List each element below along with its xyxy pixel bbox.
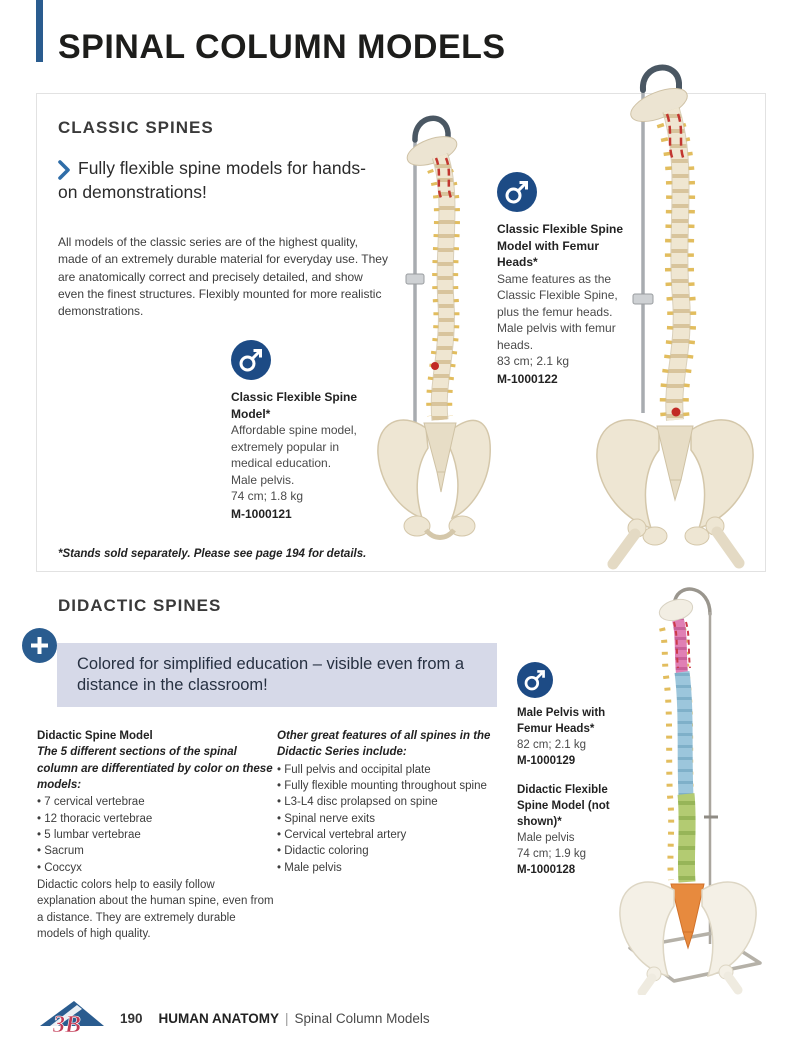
product-sku: M-1000129	[517, 754, 576, 767]
classic-intro-paragraph: All models of the classic series are of the highest quality, made of an extremely durable material for everyday use. They are anatomically correct and precisely detailed, and show even the finest structures. Flexibly mounted for more realistic demonstrations.	[58, 235, 388, 319]
didactic-banner	[57, 643, 497, 707]
didactic-column-description	[37, 728, 275, 942]
page-number: 190	[120, 1010, 143, 1026]
male-gender-icon	[497, 172, 537, 212]
product-classic-flexible-spine	[231, 340, 381, 522]
product-size: 83 cm; 2.1 kg	[497, 354, 570, 369]
didactic-column-features	[277, 728, 511, 877]
didactic-sections-intro: The 5 different sections of the spinal column are differentiated by color on these models:	[37, 746, 273, 791]
title-accent-bar	[36, 0, 43, 62]
product-name: Classic Flexible Spine Model with Femur Heads*	[497, 222, 624, 270]
product-sku: M-1000121	[231, 506, 292, 521]
male-gender-icon	[231, 340, 271, 380]
classic-tagline	[58, 157, 370, 204]
plus-icon	[22, 628, 57, 663]
product-details: Male pelvis with femur heads.	[497, 321, 616, 352]
product-name: Didactic Flexible Spine Model (not shown)*	[517, 784, 610, 829]
male-gender-icon	[517, 662, 553, 698]
product-name: Classic Flexible Spine Model*	[231, 390, 358, 421]
classic-tagline-text: Fully flexible spine models for hands-on demonstrations!	[58, 158, 366, 202]
chevron-right-icon	[58, 160, 71, 180]
product-sku: M-1000128	[517, 863, 576, 876]
product-description: Affordable spine model, extremely popular in medical education.	[231, 423, 357, 471]
list-item: • Coccyx	[37, 860, 275, 876]
product-size: 74 cm; 1.9 kg	[517, 847, 587, 860]
didactic-spine-photo	[592, 580, 794, 995]
product-size: 74 cm; 1.8 kg	[231, 489, 304, 504]
footer-subsection: Spinal Column Models	[294, 1010, 430, 1026]
features-list	[277, 762, 511, 876]
product-name: Male Pelvis with Femur Heads*	[517, 707, 606, 735]
list-item: • Sacrum	[37, 843, 275, 859]
product-details: Male pelvis.	[231, 472, 295, 487]
didactic-products-column	[517, 662, 621, 879]
stands-footnote: *Stands sold separately. Please see page 194 for details.	[58, 548, 367, 560]
didactic-spines-heading: DIDACTIC SPINES	[58, 596, 222, 615]
list-item: • Male pelvis	[277, 860, 511, 876]
list-item: • L3-L4 disc prolapsed on spine	[277, 794, 511, 810]
classic-spines-heading: CLASSIC SPINES	[58, 118, 214, 137]
footer-section: HUMAN ANATOMY	[158, 1010, 280, 1026]
didactic-outro: Didactic colors help to easily follow explanation about the human spine, even from a distance. They are extremely durable models of high quality.	[37, 878, 274, 940]
list-item: • Didactic coloring	[277, 843, 511, 859]
3b-scientific-logo	[38, 998, 106, 1038]
page-footer	[38, 998, 598, 1038]
product-classic-spine-femur-heads	[497, 172, 625, 387]
didactic-model-title: Didactic Spine Model	[37, 730, 153, 742]
product-description: Same features as the Classic Flexible Spine, plus the femur heads.	[497, 271, 618, 319]
list-item: • Full pelvis and occipital plate	[277, 762, 511, 778]
svg-text:3B: 3B	[53, 1012, 82, 1038]
page-title: SPINAL COLUMN MODELS	[58, 28, 506, 66]
list-item: • 5 lumbar vertebrae	[37, 827, 275, 843]
list-item: • Cervical vertebral artery	[277, 827, 511, 843]
didactic-banner-text: Colored for simplified education – visible even from a distance in the classroom!	[77, 654, 465, 694]
list-item: • 7 cervical vertebrae	[37, 794, 275, 810]
product-details: Male pelvis	[517, 832, 575, 845]
product-sku: M-1000122	[497, 371, 558, 386]
list-item: • Fully flexible mounting throughout spine	[277, 778, 511, 794]
spine-sections-list	[37, 794, 275, 876]
list-item: • 12 thoracic vertebrae	[37, 811, 275, 827]
footer-divider: |	[285, 1010, 289, 1026]
didactic-features-intro: Other great features of all spines in the Didactic Series include:	[277, 730, 491, 759]
product-size: 82 cm; 2.1 kg	[517, 738, 587, 751]
list-item: • Spinal nerve exits	[277, 811, 511, 827]
